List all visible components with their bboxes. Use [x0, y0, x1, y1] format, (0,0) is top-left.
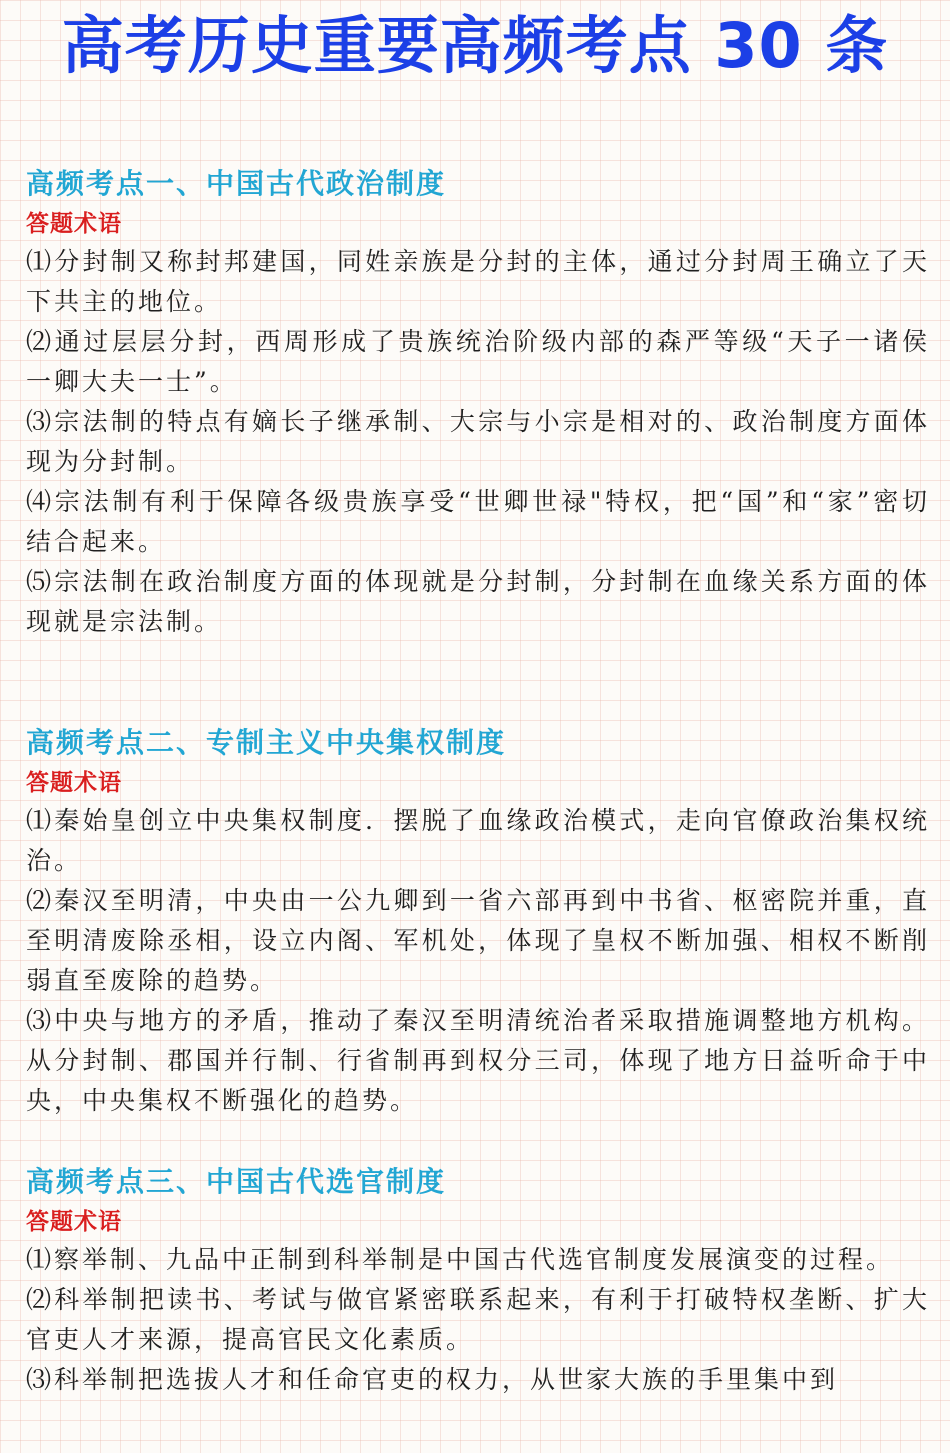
answer-terms-label: 答题术语 — [26, 1208, 122, 1235]
point-item: ⑶宗法制的特点有嫡长子继承制、大宗与小宗是相对的、政治制度方面体现为分封制。 — [26, 407, 930, 476]
section-2 — [26, 721, 930, 1121]
point-item: ⑶中央与地方的矛盾，推动了秦汉至明清统治者采取措施调整地方机构。从分封制、郡国并行制、行省制再到权分三司，体现了地方日益听命于中央，中央集权不断强化的趋势。 — [26, 1006, 930, 1115]
answer-terms-label: 答题术语 — [26, 210, 122, 237]
point-list — [26, 242, 930, 642]
section-heading: 高频考点一、中国古代政治制度 — [26, 167, 447, 200]
point-item: ⑷宗法制有利于保障各级贵族享受“世卿世禄"特权，把“国”和“家”密切结合起来。 — [26, 487, 930, 556]
point-list — [26, 801, 930, 1121]
point-item: ⑸宗法制在政治制度方面的体现就是分封制，分封制在血缘关系方面的体现就是宗法制。 — [26, 567, 930, 636]
point-item: ⑵通过层层分封，西周形成了贵族统治阶级内部的森严等级“天子一诸侯一卿大夫一士”。 — [26, 327, 930, 396]
section-heading: 高频考点三、中国古代选官制度 — [26, 1165, 447, 1198]
point-item: ⑵科举制把读书、考试与做官紧密联系起来，有利于打破特权垄断、扩大官吏人才来源，提高官民文化素质。 — [26, 1285, 930, 1354]
point-item: ⑵秦汉至明清，中央由一公九卿到一省六部再到中书省、枢密院并重，直至明清废除丞相，设立内阁、军机处，体现了皇权不断加强、相权不断削弱直至废除的趋势。 — [26, 886, 930, 995]
section-3 — [26, 1160, 930, 1400]
point-item: ⑴分封制又称封邦建国，同姓亲族是分封的主体，通过分封周王确立了天下共主的地位。 — [26, 247, 930, 316]
point-item: ⑶科举制把选拔人才和任命官吏的权力，从世家大族的手里集中到 — [26, 1365, 839, 1394]
point-item: ⑴秦始皇创立中央集权制度．摆脱了血缘政治模式，走向官僚政治集权统治。 — [26, 806, 930, 875]
answer-terms-label: 答题术语 — [26, 769, 122, 796]
page-title: 高考历史重要高频考点 30 条 — [61, 9, 889, 82]
point-list — [26, 1240, 930, 1400]
section-heading: 高频考点二、专制主义中央集权制度 — [26, 726, 507, 759]
section-1 — [26, 162, 930, 642]
point-item: ⑴察举制、九品中正制到科举制是中国古代选官制度发展演变的过程。 — [26, 1245, 895, 1274]
